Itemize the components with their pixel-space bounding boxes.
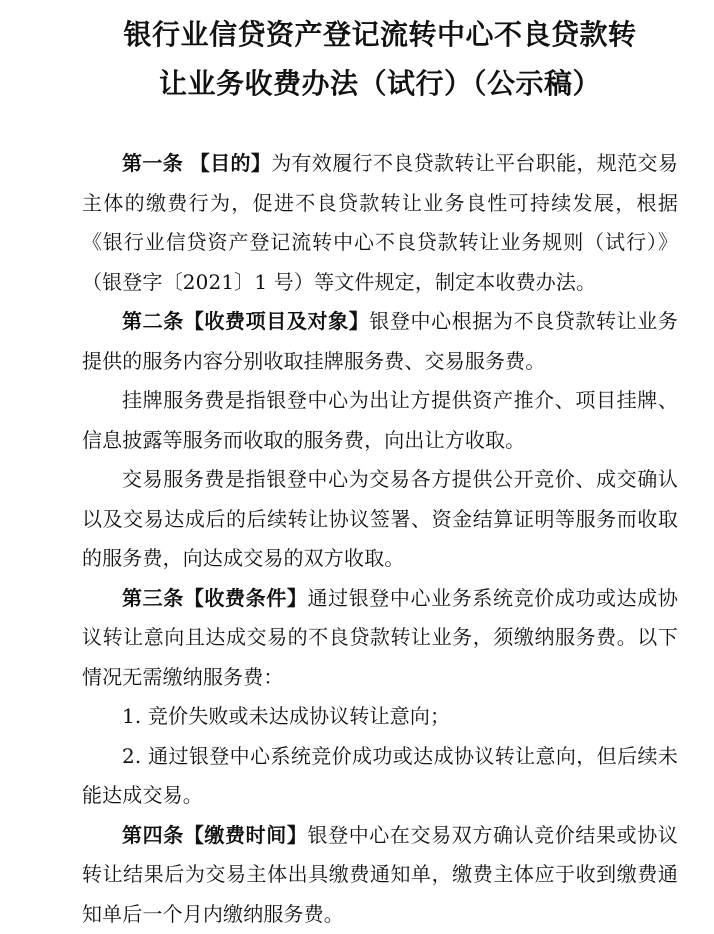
article-1 bbox=[82, 144, 678, 302]
transaction-fee-paragraph: 交易服务费是指银登中心为交易各方提供公开竞价、成交确认以及交易达成后的后续转让协议签署、资金结算证明等服务而收取的服务费，向达成交易的双方收取。 bbox=[82, 460, 678, 579]
article-2-text: 银登中心根据为不良贷款转让业务提供的服务内容分别收取挂牌服务费、交易服务费。 bbox=[82, 309, 678, 373]
document-body bbox=[82, 144, 678, 934]
article-1-number: 第一条 bbox=[122, 151, 183, 175]
exemption-item-2: 2. 通过银登中心系统竞价成功或达成协议转让意向，但后续未能达成交易。 bbox=[82, 737, 678, 816]
title-line-1: 银行业信贷资产登记流转中心不良贷款转 bbox=[82, 10, 678, 59]
title-line-2: 让业务收费办法（试行）（公示稿） bbox=[82, 59, 678, 108]
article-3-number: 第三条 bbox=[122, 586, 184, 610]
document-title bbox=[82, 0, 678, 108]
article-2-number: 第二条 bbox=[122, 309, 184, 333]
article-4 bbox=[82, 816, 678, 934]
article-2 bbox=[82, 302, 678, 381]
article-2-heading: 【收费项目及对象】 bbox=[184, 309, 369, 333]
article-4-text: 银登中心在交易双方确认竞价结果或协议转让结果后为交易主体出具缴费通知单，缴费主体应于收到缴费通知单后一个月内缴纳服务费。 bbox=[82, 823, 678, 926]
article-3 bbox=[82, 579, 678, 698]
article-1-heading: 【目的】 bbox=[190, 151, 271, 175]
article-4-number: 第四条 bbox=[122, 823, 184, 847]
exemption-item-1: 1. 竞价失败或未达成协议转让意向； bbox=[82, 697, 678, 737]
article-1-text: 为有效履行不良贷款转让平台职能，规范交易主体的缴费行为，促进不良贷款转让业务良性可持续发展，根据《银行业信贷资产登记流转中心不良贷款转让业务规则（试行）》（银登字〔2021〕1 号）等文件规定，制定本收费办法。 bbox=[82, 151, 678, 294]
listing-fee-paragraph: 挂牌服务费是指银登中心为出让方提供资产推介、项目挂牌、信息披露等服务而收取的服务费，向出让方收取。 bbox=[82, 381, 678, 460]
article-4-heading: 【缴费时间】 bbox=[184, 823, 308, 847]
article-3-text: 通过银登中心业务系统竞价成功或达成协议转让意向且达成交易的不良贷款转让业务，须缴纳服务费。以下情况无需缴纳服务费： bbox=[82, 586, 678, 689]
article-3-heading: 【收费条件】 bbox=[184, 586, 308, 610]
